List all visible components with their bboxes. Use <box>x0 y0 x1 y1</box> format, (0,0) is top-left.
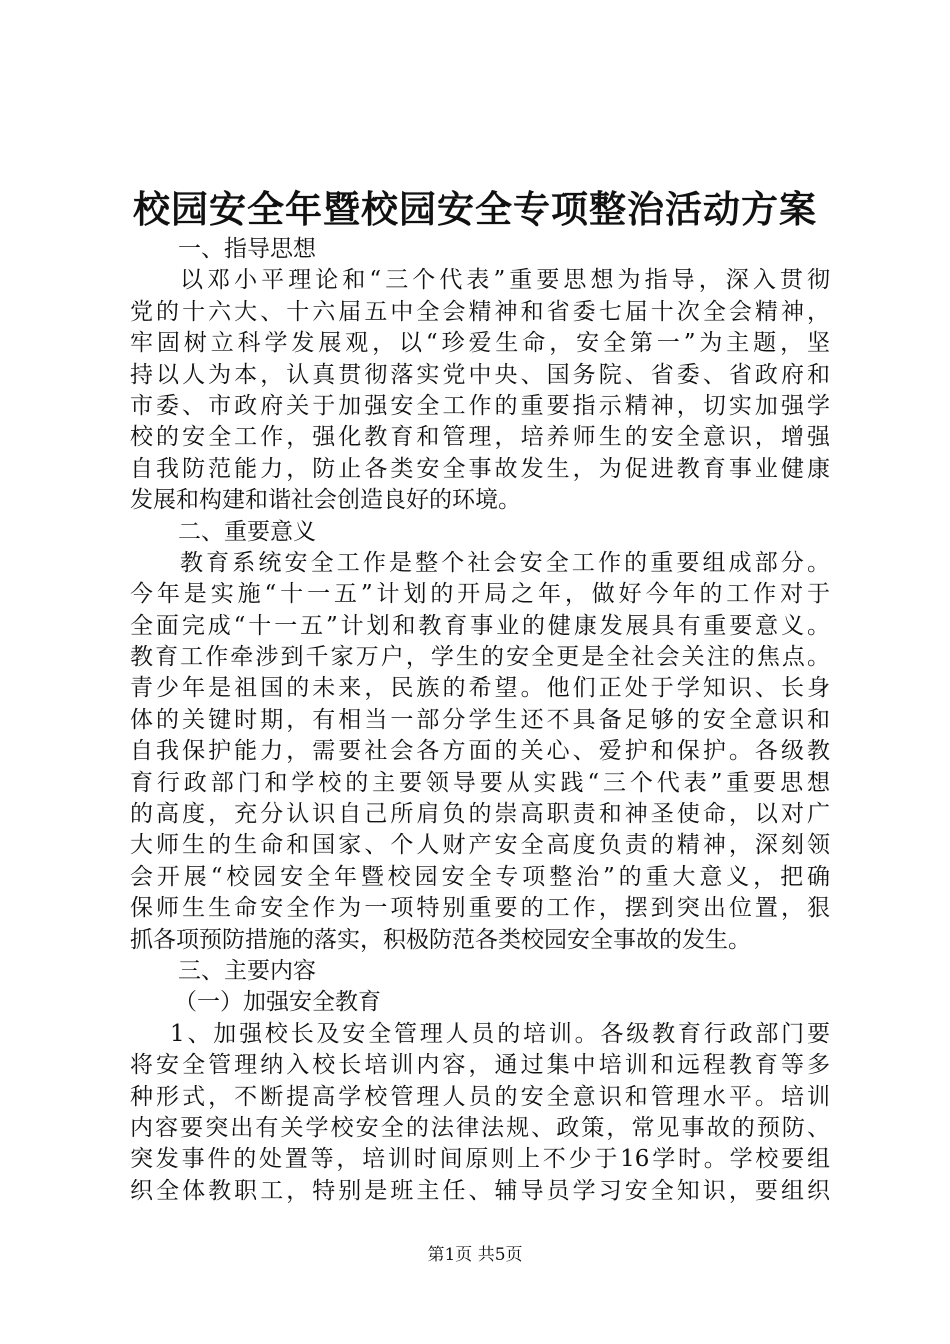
paragraph-line: 青少年是祖国的未来，民族的希望。他们正处于学知识、长身 <box>130 675 830 702</box>
paragraph-line: 织全体教职工，特别是班主任、辅导员学习安全知识，要组织 <box>130 1177 830 1204</box>
section-heading-main-content: 三、主要内容 <box>178 957 316 984</box>
paragraph-line: 内容要突出有关学校安全的法律法规、政策，常见事故的预防、 <box>130 1114 830 1141</box>
paragraph-line: 校的安全工作，强化教育和管理，培养师生的安全意识，增强 <box>130 424 830 451</box>
paragraph-line: 大师生的生命和国家、个人财产安全高度负责的精神，深刻领 <box>130 832 830 859</box>
paragraph-line: 全面完成“十一五”计划和教育事业的健康发展具有重要意义。 <box>130 612 830 639</box>
paragraph-line: 以邓小平理论和“三个代表”重要思想为指导，深入贯彻 <box>180 267 830 294</box>
paragraph-line: 党的十六大、十六届五中全会精神和省委七届十次全会精神， <box>130 298 830 325</box>
paragraph-line: 牢固树立科学发展观，以“珍爱生命，安全第一”为主题，坚 <box>130 330 830 357</box>
paragraph-line: 突发事件的处置等，培训时间原则上不少于16学时。学校要组 <box>130 1146 830 1173</box>
paragraph-line: 将安全管理纳入校长培训内容，通过集中培训和远程教育等多 <box>130 1052 830 1079</box>
paragraph-line: 体的关键时期，有相当一部分学生还不具备足够的安全意识和 <box>130 706 830 733</box>
paragraph-line: 1、加强校长及安全管理人员的培训。各级教育行政部门要 <box>170 1020 830 1047</box>
document-title: 校园安全年暨校园安全专项整治活动方案 <box>133 187 817 231</box>
subsection-heading-safety-education: （一）加强安全教育 <box>174 989 381 1016</box>
section-heading-significance: 二、重要意义 <box>178 518 316 545</box>
paragraph-line: 今年是实施“十一五”计划的开局之年，做好今年的工作对于 <box>130 581 830 608</box>
paragraph-line: 自我防范能力，防止各类安全事故发生，为促进教育事业健康 <box>130 455 830 482</box>
document-body <box>130 234 830 1207</box>
paragraph-line: 的高度，充分认识自己所肩负的崇高职责和神圣使命，以对广 <box>130 801 830 828</box>
paragraph-line: 育行政部门和学校的主要领导要从实践“三个代表”重要思想 <box>130 769 830 796</box>
paragraph-line: 持以人为本，认真贯彻落实党中央、国务院、省委、省政府和 <box>130 361 830 388</box>
paragraph-line: 抓各项预防措施的落实，积极防范各类校园安全事故的发生。 <box>130 926 751 953</box>
paragraph-line: 保师生生命安全作为一项特别重要的工作，摆到突出位置，狠 <box>130 895 830 922</box>
paragraph-line: 市委、市政府关于加强安全工作的重要指示精神，切实加强学 <box>130 392 830 419</box>
paragraph-line: 发展和构建和谐社会创造良好的环境。 <box>130 487 521 514</box>
paragraph-line: 教育系统安全工作是整个社会安全工作的重要组成部分。 <box>180 549 830 576</box>
section-heading-guiding-ideology: 一、指导思想 <box>178 236 316 262</box>
paragraph-line: 种形式，不断提高学校管理人员的安全意识和管理水平。培训 <box>130 1083 830 1110</box>
paragraph-line: 自我保护能力，需要社会各方面的关心、爱护和保护。各级教 <box>130 738 830 765</box>
page-number-footer: 第1页 共5页 <box>427 1245 523 1265</box>
paragraph-line: 教育工作牵涉到千家万户，学生的安全更是全社会关注的焦点。 <box>130 644 830 671</box>
paragraph-line: 会开展“校园安全年暨校园安全专项整治”的重大意义，把确 <box>130 863 830 890</box>
